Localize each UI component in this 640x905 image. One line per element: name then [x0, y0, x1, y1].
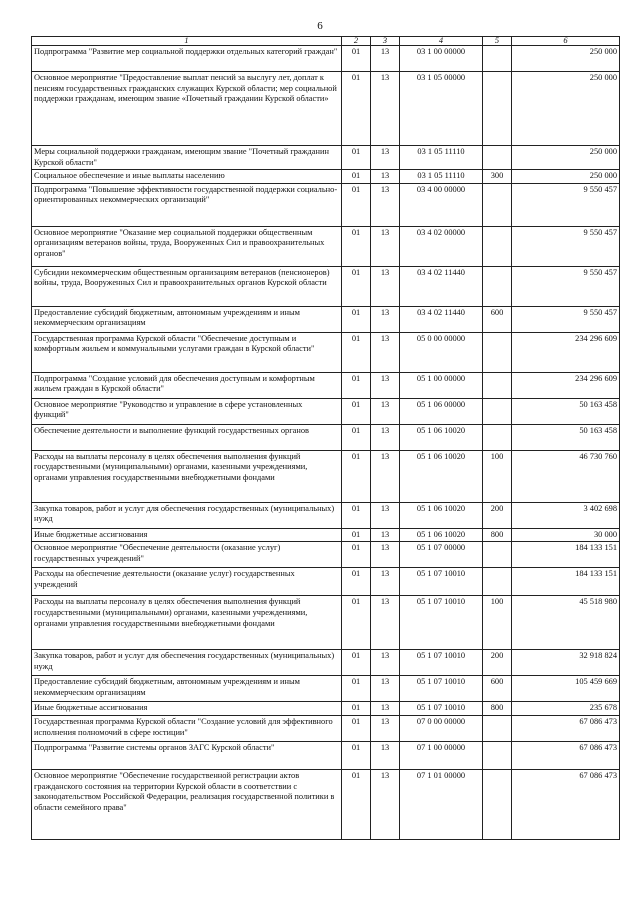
target-article-cell: 07 0 00 00000 — [400, 715, 483, 741]
row-name-cell: Субсидии некоммерческим общественным организациям ветеранов (пенсионеров) войны, труда, Вооруженных Сил и правоохранительных органов Курской области — [32, 266, 342, 306]
row-name-cell: Государственная программа Курской области "Создание условий для эффективного исполнения полномочий в сфере юстиции" — [32, 715, 342, 741]
table-row — [32, 676, 620, 702]
page-number: 6 — [317, 20, 323, 32]
section-code-cell: 01 — [342, 226, 371, 266]
section-code-cell: 01 — [342, 450, 371, 502]
target-article-cell: 05 1 07 10010 — [400, 676, 483, 702]
amount-cell: 46 730 760 — [512, 450, 620, 502]
row-name-cell: Основное мероприятие "Оказание мер социальной поддержки общественным организациям ветеранов войны, труда, Вооруженных Сил и правоохранительных органов" — [32, 226, 342, 266]
amount-cell: 250 000 — [512, 72, 620, 146]
section-code-cell: 01 — [342, 596, 371, 650]
amount-cell: 250 000 — [512, 146, 620, 170]
section-code-cell: 01 — [342, 266, 371, 306]
subsection-code-cell: 13 — [371, 46, 400, 72]
target-article-cell: 05 1 00 00000 — [400, 372, 483, 398]
target-article-cell: 03 4 02 00000 — [400, 226, 483, 266]
section-code-cell: 01 — [342, 372, 371, 398]
section-code-cell: 01 — [342, 715, 371, 741]
target-article-cell: 05 1 06 10020 — [400, 450, 483, 502]
section-code-cell: 01 — [342, 769, 371, 839]
section-code-cell: 01 — [342, 72, 371, 146]
amount-cell: 3 402 698 — [512, 502, 620, 528]
section-code-cell: 01 — [342, 741, 371, 769]
expense-type-cell: 600 — [483, 306, 512, 332]
amount-cell: 67 086 473 — [512, 715, 620, 741]
subsection-code-cell: 13 — [371, 542, 400, 568]
amount-cell: 50 163 458 — [512, 398, 620, 424]
subsection-code-cell: 13 — [371, 450, 400, 502]
row-name-cell: Основное мероприятие "Руководство и управление в сфере установленных функций" — [32, 398, 342, 424]
expense-type-cell: 800 — [483, 702, 512, 716]
table-row — [32, 450, 620, 502]
subsection-code-cell: 13 — [371, 226, 400, 266]
section-code-cell: 01 — [342, 170, 371, 184]
expense-type-cell: 600 — [483, 676, 512, 702]
expense-type-cell — [483, 424, 512, 450]
table-row — [32, 170, 620, 184]
header-cell: 5 — [483, 37, 512, 46]
amount-cell: 32 918 824 — [512, 650, 620, 676]
amount-cell: 9 550 457 — [512, 266, 620, 306]
header-cell: 6 — [512, 37, 620, 46]
subsection-code-cell: 13 — [371, 170, 400, 184]
section-code-cell: 01 — [342, 46, 371, 72]
header-cell: 2 — [342, 37, 371, 46]
subsection-code-cell: 13 — [371, 502, 400, 528]
expense-type-cell: 200 — [483, 650, 512, 676]
section-code-cell: 01 — [342, 398, 371, 424]
expense-type-cell: 100 — [483, 596, 512, 650]
table-row — [32, 715, 620, 741]
row-name-cell: Государственная программа Курской области "Обеспечение доступным и комфортным жильем и коммунальными услугами граждан в Курской области" — [32, 332, 342, 372]
expense-type-cell — [483, 741, 512, 769]
row-name-cell: Расходы на обеспечение деятельности (оказание услуг) государственных учреждений — [32, 568, 342, 596]
subsection-code-cell: 13 — [371, 372, 400, 398]
header-cell: 3 — [371, 37, 400, 46]
target-article-cell: 05 1 07 10010 — [400, 702, 483, 716]
subsection-code-cell: 13 — [371, 266, 400, 306]
target-article-cell: 07 1 01 00000 — [400, 769, 483, 839]
target-article-cell: 05 1 07 00000 — [400, 542, 483, 568]
target-article-cell: 05 0 00 00000 — [400, 332, 483, 372]
row-name-cell: Подпрограмма "Повышение эффективности государственной поддержки социально-ориентированных некоммерческих организаций" — [32, 183, 342, 226]
expense-type-cell — [483, 568, 512, 596]
header-row — [32, 37, 620, 46]
amount-cell: 234 296 609 — [512, 332, 620, 372]
expense-type-cell — [483, 398, 512, 424]
table-row — [32, 372, 620, 398]
budget-table — [31, 36, 620, 840]
expense-type-cell — [483, 542, 512, 568]
table-row — [32, 146, 620, 170]
row-name-cell: Подпрограмма "Развитие системы органов ЗАГС Курской области" — [32, 741, 342, 769]
target-article-cell: 03 1 00 00000 — [400, 46, 483, 72]
table-row — [32, 502, 620, 528]
target-article-cell: 03 1 05 11110 — [400, 170, 483, 184]
subsection-code-cell: 13 — [371, 72, 400, 146]
expense-type-cell: 300 — [483, 170, 512, 184]
amount-cell: 250 000 — [512, 170, 620, 184]
table-row — [32, 568, 620, 596]
subsection-code-cell: 13 — [371, 769, 400, 839]
expense-type-cell — [483, 372, 512, 398]
target-article-cell: 03 1 05 11110 — [400, 146, 483, 170]
target-article-cell: 03 4 02 11440 — [400, 306, 483, 332]
section-code-cell: 01 — [342, 424, 371, 450]
amount-cell: 184 133 151 — [512, 568, 620, 596]
table-row — [32, 72, 620, 146]
row-name-cell: Социальное обеспечение и иные выплаты населению — [32, 170, 342, 184]
section-code-cell: 01 — [342, 676, 371, 702]
row-name-cell: Закупка товаров, работ и услуг для обеспечения государственных (муниципальных) нужд — [32, 502, 342, 528]
section-code-cell: 01 — [342, 702, 371, 716]
expense-type-cell — [483, 46, 512, 72]
target-article-cell: 05 1 06 10020 — [400, 424, 483, 450]
section-code-cell: 01 — [342, 568, 371, 596]
amount-cell: 9 550 457 — [512, 226, 620, 266]
expense-type-cell — [483, 332, 512, 372]
subsection-code-cell: 13 — [371, 306, 400, 332]
target-article-cell: 07 1 00 00000 — [400, 741, 483, 769]
table-row — [32, 650, 620, 676]
table-row — [32, 306, 620, 332]
section-code-cell: 01 — [342, 332, 371, 372]
amount-cell: 184 133 151 — [512, 542, 620, 568]
expense-type-cell: 200 — [483, 502, 512, 528]
row-name-cell: Подпрограмма "Развитие мер социальной поддержки отдельных категорий граждан" — [32, 46, 342, 72]
subsection-code-cell: 13 — [371, 676, 400, 702]
subsection-code-cell: 13 — [371, 528, 400, 542]
amount-cell: 67 086 473 — [512, 769, 620, 839]
subsection-code-cell: 13 — [371, 596, 400, 650]
subsection-code-cell: 13 — [371, 332, 400, 372]
row-name-cell: Основное мероприятие "Предоставление выплат пенсий за выслугу лет, доплат к пенсиям государственных гражданских служащих Курской области; мер социальной поддержки гражданам, имеющим звание «Почетный гражданин Курской области» — [32, 72, 342, 146]
table-row — [32, 542, 620, 568]
expense-type-cell — [483, 715, 512, 741]
amount-cell: 105 459 669 — [512, 676, 620, 702]
amount-cell: 50 163 458 — [512, 424, 620, 450]
amount-cell: 45 518 980 — [512, 596, 620, 650]
subsection-code-cell: 13 — [371, 146, 400, 170]
amount-cell: 235 678 — [512, 702, 620, 716]
expense-type-cell: 800 — [483, 528, 512, 542]
target-article-cell: 05 1 06 10020 — [400, 502, 483, 528]
expense-type-cell: 100 — [483, 450, 512, 502]
target-article-cell: 05 1 07 10010 — [400, 650, 483, 676]
row-name-cell: Основное мероприятие "Обеспечение государственной регистрации актов гражданского состояния на территории Курской области в соответствии с законодательством Российской Федерации, реализация государственной политики в области семейного права" — [32, 769, 342, 839]
expense-type-cell — [483, 72, 512, 146]
section-code-cell: 01 — [342, 528, 371, 542]
header-cell: 1 — [32, 37, 342, 46]
row-name-cell: Подпрограмма "Создание условий для обеспечения доступным и комфортным жильем граждан в Курской области" — [32, 372, 342, 398]
expense-type-cell — [483, 146, 512, 170]
row-name-cell: Предоставление субсидий бюджетным, автономным учреждениям и иным некоммерческим организациям — [32, 676, 342, 702]
table-row — [32, 424, 620, 450]
subsection-code-cell: 13 — [371, 424, 400, 450]
row-name-cell: Закупка товаров, работ и услуг для обеспечения государственных (муниципальных) нужд — [32, 650, 342, 676]
amount-cell: 250 000 — [512, 46, 620, 72]
table-row — [32, 332, 620, 372]
section-code-cell: 01 — [342, 306, 371, 332]
section-code-cell: 01 — [342, 183, 371, 226]
table-row — [32, 769, 620, 839]
header-cell: 4 — [400, 37, 483, 46]
row-name-cell: Основное мероприятие "Обеспечение деятельности (оказание услуг) государственных учреждений" — [32, 542, 342, 568]
amount-cell: 30 000 — [512, 528, 620, 542]
row-name-cell: Расходы на выплаты персоналу в целях обеспечения выполнения функций государственными (муниципальными) органами, казенными учреждениями, органами управления государственными внебюджетными фондами — [32, 450, 342, 502]
subsection-code-cell: 13 — [371, 741, 400, 769]
amount-cell: 9 550 457 — [512, 306, 620, 332]
subsection-code-cell: 13 — [371, 568, 400, 596]
target-article-cell: 05 1 06 00000 — [400, 398, 483, 424]
section-code-cell: 01 — [342, 502, 371, 528]
row-name-cell: Иные бюджетные ассигнования — [32, 702, 342, 716]
amount-cell: 67 086 473 — [512, 741, 620, 769]
target-article-cell: 03 1 05 00000 — [400, 72, 483, 146]
subsection-code-cell: 13 — [371, 398, 400, 424]
amount-cell: 9 550 457 — [512, 183, 620, 226]
target-article-cell: 03 4 00 00000 — [400, 183, 483, 226]
table-row — [32, 183, 620, 226]
section-code-cell: 01 — [342, 146, 371, 170]
target-article-cell: 05 1 06 10020 — [400, 528, 483, 542]
expense-type-cell — [483, 769, 512, 839]
subsection-code-cell: 13 — [371, 715, 400, 741]
table-row — [32, 741, 620, 769]
target-article-cell: 03 4 02 11440 — [400, 266, 483, 306]
row-name-cell: Меры социальной поддержки гражданам, имеющим звание "Почетный гражданин Курской области" — [32, 146, 342, 170]
table-row — [32, 46, 620, 72]
table-row — [32, 398, 620, 424]
table-row — [32, 702, 620, 716]
table-row — [32, 266, 620, 306]
target-article-cell: 05 1 07 10010 — [400, 568, 483, 596]
subsection-code-cell: 13 — [371, 702, 400, 716]
section-code-cell: 01 — [342, 650, 371, 676]
expense-type-cell — [483, 226, 512, 266]
subsection-code-cell: 13 — [371, 183, 400, 226]
section-code-cell: 01 — [342, 542, 371, 568]
amount-cell: 234 296 609 — [512, 372, 620, 398]
table-row — [32, 596, 620, 650]
row-name-cell: Предоставление субсидий бюджетным, автономным учреждениям и иным некоммерческим организациям — [32, 306, 342, 332]
subsection-code-cell: 13 — [371, 650, 400, 676]
target-article-cell: 05 1 07 10010 — [400, 596, 483, 650]
table-row — [32, 226, 620, 266]
expense-type-cell — [483, 183, 512, 226]
row-name-cell: Иные бюджетные ассигнования — [32, 528, 342, 542]
row-name-cell: Обеспечение деятельности и выполнение функций государственных органов — [32, 424, 342, 450]
row-name-cell: Расходы на выплаты персоналу в целях обеспечения выполнения функций государственными (муниципальными) органами, казенными учреждениями, органами управления государственными внебюджетными фондами — [32, 596, 342, 650]
expense-type-cell — [483, 266, 512, 306]
table-row — [32, 528, 620, 542]
